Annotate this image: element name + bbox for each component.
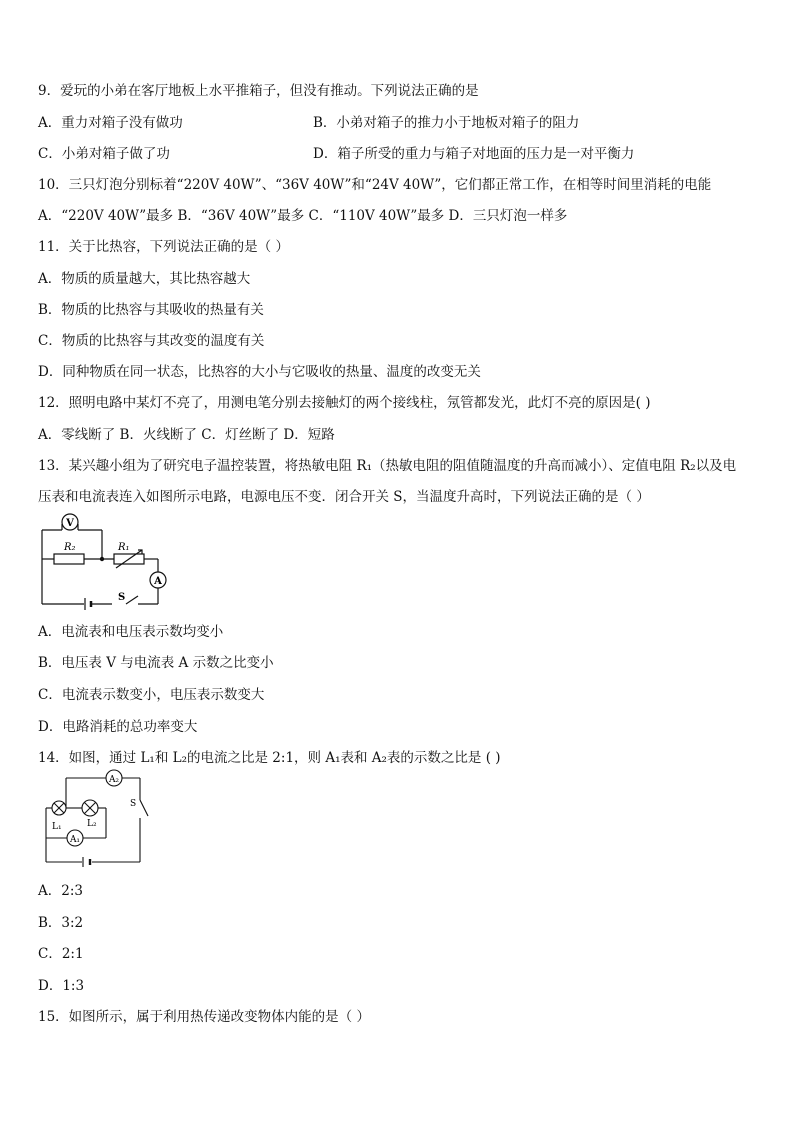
q13-label-a: A <box>154 576 162 587</box>
q11-option-c: C．物质的比热容与其改变的温度有关 <box>38 333 265 349</box>
q12-stem: 12．照明电路中某灯不亮了，用测电笔分别去接触灯的两个接线柱，氖管都发光，此灯不亮的原因是( ) <box>38 395 651 411</box>
q14-option-a: A．2:3 <box>38 883 83 899</box>
q14-option-c: C．2:1 <box>38 946 84 962</box>
q9-option-b: B．小弟对箱子的推力小于地板对箱子的阻力 <box>313 115 580 131</box>
q9-stem: 9．爱玩的小弟在客厅地板上水平推箱子，但没有推动。下列说法正确的是 <box>38 83 479 99</box>
q14-label-a1: A₁ <box>69 835 81 845</box>
q13-label-v: V <box>66 518 74 529</box>
q14-label-l1: L₁ <box>52 822 62 832</box>
q14-option-b: B．3:2 <box>38 915 84 931</box>
q9-option-c: C．小弟对箱子做了功 <box>38 146 170 162</box>
q9-option-a: A．重力对箱子没有做功 <box>38 115 183 131</box>
q13-label-s: S <box>118 592 126 603</box>
q13-stem-line2: 压表和电流表连入如图所示电路，电源电压不变．闭合开关 S，当温度升高时，下列说法正确的是（ ） <box>38 489 650 505</box>
q14-label-l2: L₂ <box>87 819 97 829</box>
q13-option-a: A．电流表和电压表示数均变小 <box>38 624 224 640</box>
q10-options: A．“220V 40W”最多 B．“36V 40W”最多 C．“110V 40W”最多 D．三只灯泡一样多 <box>38 208 568 224</box>
q14-stem: 14．如图，通过 L₁和 L₂的电流之比是 2:1，则 A₁表和 A₂表的示数之比是 ( ) <box>38 750 501 766</box>
q11-stem: 11．关于比热容，下列说法正确的是（ ） <box>38 239 289 255</box>
q10-stem: 10．三只灯泡分别标着“220V 40W”、“36V 40W”和“24V 40W”，它们都正常工作，在相等时间里消耗的电能 <box>38 177 712 193</box>
q14-label-a2: A₂ <box>108 775 120 785</box>
q13-circuit-diagram <box>38 512 178 612</box>
q13-option-c: C．电流表示数变小，电压表示数变大 <box>38 687 265 703</box>
q14-circuit-diagram <box>40 772 145 867</box>
q15-stem: 15．如图所示，属于利用热传递改变物体内能的是（ ） <box>38 1009 370 1025</box>
q11-option-d: D．同种物质在同一状态，比热容的大小与它吸收的热量、温度的改变无关 <box>38 364 481 380</box>
q12-options: A．零线断了 B．火线断了 C．灯丝断了 D．短路 <box>38 427 335 443</box>
q14-label-s: S <box>130 799 137 809</box>
q14-option-d: D．1:3 <box>38 978 85 994</box>
q11-option-a: A．物质的质量越大，其比热容越大 <box>38 271 251 287</box>
q13-option-d: D．电路消耗的总功率变大 <box>38 719 198 735</box>
q13-stem-line1: 13．某兴趣小组为了研究电子温控装置，将热敏电阻 R₁（热敏电阻的阻值随温度的升高而减小）、定值电阻 R₂以及电 <box>38 458 737 474</box>
q13-option-b: B．电压表 V 与电流表 A 示数之比变小 <box>38 655 274 671</box>
q11-option-b: B．物质的比热容与其吸收的热量有关 <box>38 302 264 318</box>
q9-option-d: D．箱子所受的重力与箱子对地面的压力是一对平衡力 <box>313 146 635 162</box>
q13-label-r2: R₂ <box>64 542 76 553</box>
q13-label-r1: R₁ <box>118 542 130 553</box>
